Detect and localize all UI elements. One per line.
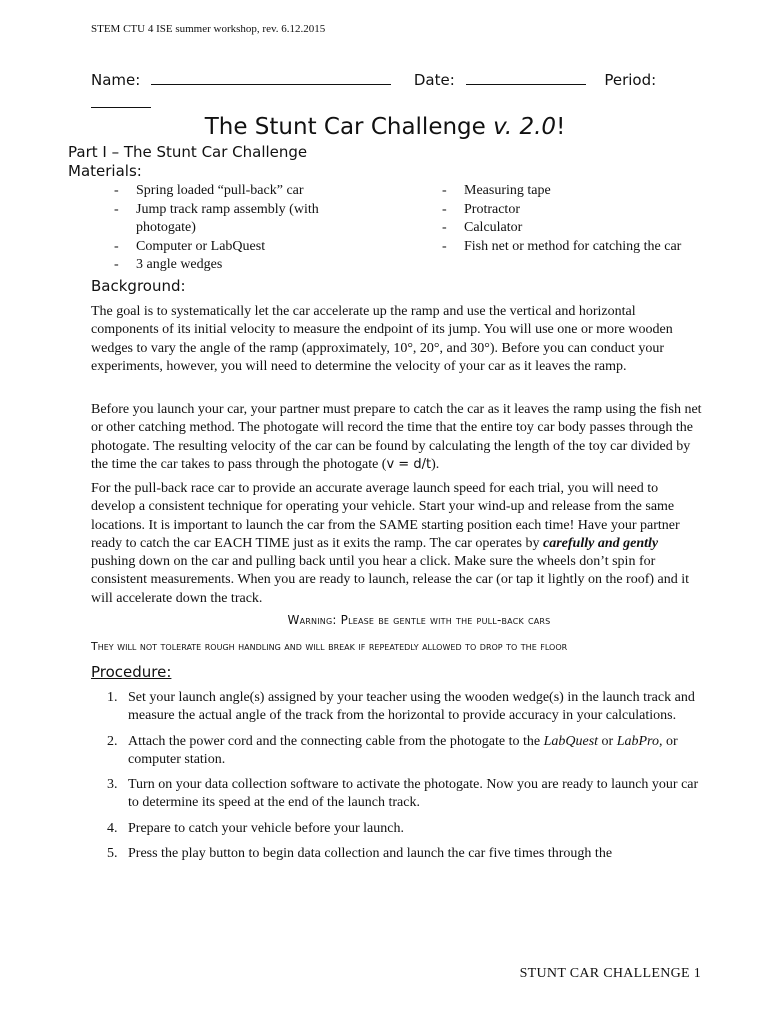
paragraph-text-end: pushing down on the car and pulling back until you hear a click. Make sure the wheels don’t spin for consistent measurements. When you are ready to launch, release the car (or tap it lightly on the roof) and it will accelerate down the track. [91,554,690,606]
part-heading: Part I – The Stunt Car Challenge [68,143,308,161]
step-number: 2. [107,733,118,749]
procedure-heading: Procedure: [91,663,172,681]
step-text: Turn on your data collection software to activate the photogate. Now you are ready to launch your car to determine its speed at the end of the launch track. [128,777,699,811]
procedure-list [91,689,706,870]
title-version: v. 2.0 [493,114,557,140]
background-heading: Background: [91,277,186,295]
period-blank[interactable] [91,93,151,108]
materials-list-right [442,182,732,256]
name-blank[interactable] [151,70,391,85]
title-suffix: ! [556,114,566,140]
background-paragraph-3 [91,480,703,608]
title-main: The Stunt Car Challenge [204,114,486,140]
paragraph-text: Before you launch your car, your partner must prepare to catch the car as it leaves the ramp using the fish net or other catching method. The photogate will record the time that the entire toy car body passes through the photogate. The resulting velocity of the car can be found by calculating the length of the toy car divided by the time the car takes to pass through the photogate ( [91,402,702,472]
list-item: - Fish net or method for catching the car [442,238,732,257]
list-item [91,733,706,770]
paragraph-text-end: ). [431,456,440,472]
warning-line-1: Warning: Please be gentle with the pull-back cars [287,613,551,627]
list-item [91,820,706,838]
background-paragraph-1: The goal is to systematically let the car accelerate up the ramp and use the vertical and horizontal components of its initial velocity to measure the endpoint of its jump. You will use one or more wooden wedges to vary the angle of the ramp (approximately, 10°, 20°, and 30°). Before you can conduct your experiments, however, you will need to determine the velocity of your car as it leaves the ramp. [91,304,673,374]
workshop-header: STEM CTU 4 ISE summer workshop, rev. 6.12.2015 [91,23,326,35]
period-label: Period: [604,71,657,89]
name-date-period-row [91,70,671,89]
list-item: - Jump track ramp assembly (with photogate) [114,201,364,238]
list-item: - Computer or LabQuest [114,238,364,257]
paragraph-text: For the pull-back race car to provide an accurate average launch speed for each trial, you will need to develop a consistent technique for operating your vehicle. Start your wind-up and release from the same locations. It is important to launch the car from the SAME starting position each time! Have your partner ready to catch the car EACH TIME just as it exits the ramp. The car operates by [91,481,680,551]
step-text: Attach the power cord and the connecting cable from the photogate to the [128,733,544,749]
step-number: 4. [107,820,118,836]
step-text-italic: LabQuest [543,733,599,749]
list-item [91,689,706,726]
name-label: Name: [91,71,141,89]
step-text-italic: LabPro [616,733,659,749]
step-text: Press the play button to begin data collection and launch the car five times through the [128,846,613,862]
list-item [91,845,706,863]
materials-list-left [114,182,364,275]
emphasis-text: carefully and gently [543,535,659,551]
background-paragraph-2 [91,401,703,474]
list-item: - Spring loaded “pull-back” car [114,182,364,201]
step-text: , or computer station. [128,733,678,767]
step-number: 1. [107,690,118,705]
date-label: Date: [413,71,455,89]
running-head-footer: STUNT CAR CHALLENGE 1 [519,966,701,981]
list-item [91,776,706,813]
step-text: or [598,733,617,749]
page-title [0,114,770,140]
date-blank[interactable] [466,70,586,85]
warning-line-2: They will not tolerate rough handling and will break if repeatedly allowed to drop to the floor [91,640,568,653]
step-number: 5. [107,846,118,862]
list-item: - Calculator [442,219,732,238]
materials-label: Materials: [68,162,142,180]
list-item: - Measuring tape [442,182,732,201]
step-text: Prepare to catch your vehicle before your launch. [128,820,404,836]
list-item: - 3 angle wedges [114,256,364,275]
step-number: 3. [107,777,118,793]
list-item: - Protractor [442,201,732,220]
step-text: Set your launch angle(s) assigned by your teacher using the wooden wedge(s) in the launch track and measure the actual angle of the track from the horizontal to provide accuracy in your calculations. [128,690,695,724]
velocity-formula: v = d/t [386,456,432,472]
